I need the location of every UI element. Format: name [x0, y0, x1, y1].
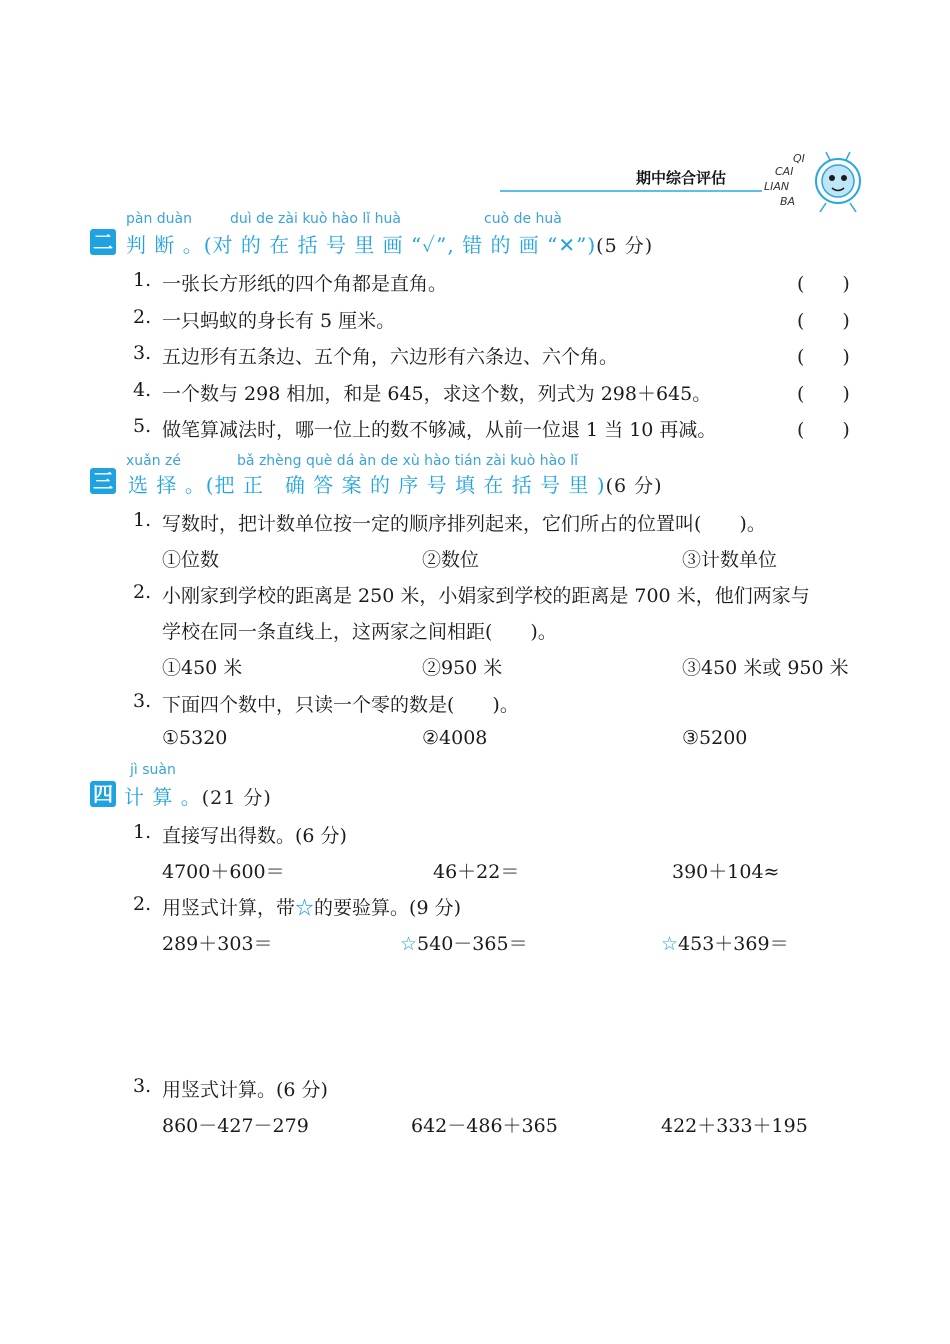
s2-item-3-text: 五边形有五条边、五个角，六边形有六条边、六个角。	[162, 346, 619, 368]
s4-q3-expr-3: 422＋333＋195	[661, 1115, 808, 1137]
s3-q2-line2: 学校在同一条直线上，这两家之间相距( )。	[162, 621, 557, 643]
mascot-letter-4: BA	[780, 195, 796, 208]
section3-points: (6 分)	[605, 475, 663, 497]
s2-item-3-num: 3.	[133, 342, 152, 364]
star-icon: ☆	[661, 933, 679, 955]
header-rule	[500, 190, 762, 192]
s4-q3-expr-1: 860－427－279	[162, 1115, 309, 1137]
s3-q2-option-2[interactable]: ②950 米	[422, 657, 503, 679]
s3-q3-option-1[interactable]: ①5320	[162, 727, 228, 749]
s2-item-5-answer[interactable]: ( )	[797, 419, 850, 441]
s2-item-4-text: 一个数与 298 相加，和是 645，求这个数，列式为 298＋645。	[162, 383, 712, 405]
s2-item-4-num: 4.	[133, 379, 152, 401]
s4-q2-text-b: 的要验算。(9 分)	[314, 897, 461, 919]
section3-badge: 三	[90, 468, 116, 494]
section4-points: (21 分)	[201, 787, 272, 809]
s4-q1-num: 1.	[133, 821, 152, 843]
s3-q1-num: 1.	[133, 509, 152, 531]
header-title: 期中综合评估	[636, 169, 727, 187]
s2-item-1-text: 一张长方形纸的四个角都是直角。	[162, 273, 448, 295]
section4-badge: 四	[90, 781, 116, 807]
s3-q3-num: 3.	[133, 690, 152, 712]
s2-item-1-num: 1.	[133, 269, 152, 291]
s2-item-2-text: 一只蚂蚁的身长有 5 厘米。	[162, 310, 396, 332]
s2-item-2-num: 2.	[133, 306, 152, 328]
section2-title	[126, 229, 653, 258]
s2-item-4-answer[interactable]: ( )	[797, 383, 850, 405]
s4-q2-expr-1: 289＋303＝	[162, 933, 273, 955]
s3-q2-line1: 小刚家到学校的距离是 250 米，小娟家到学校的距离是 700 米，他们两家与	[162, 585, 810, 607]
section4-title	[124, 781, 272, 810]
s3-q1-option-3[interactable]: ③计数单位	[682, 549, 778, 571]
s2-item-3-answer[interactable]: ( )	[797, 346, 850, 368]
s2-item-5-text: 做笔算减法时，哪一位上的数不够减，从前一位退 1 当 10 再减。	[162, 419, 717, 441]
section4-title-text: 计 算 。	[124, 785, 202, 809]
s2-item-5-num: 5.	[133, 415, 152, 437]
s3-q3-text: 下面四个数中，只读一个零的数是( )。	[162, 694, 519, 716]
s4-q2-num: 2.	[133, 893, 152, 915]
s4-q1-expr-1: 4700＋600＝	[162, 861, 285, 883]
section3-pinyin: xuǎn zé bǎ zhèng què dá àn de xù hào tián zài kuò hào lǐ	[126, 453, 579, 469]
section4-pinyin: jì suàn	[130, 762, 176, 778]
s3-q3-option-2[interactable]: ②4008	[422, 727, 488, 749]
section3-title-text: 选 择 。(把 正 确 答 案 的 序 号 填 在 括 号 里 )	[128, 473, 606, 497]
section2-pinyin-1: pàn duàn	[126, 211, 193, 227]
s2-item-2-answer[interactable]: ( )	[797, 310, 850, 332]
s4-q2-text-a: 用竖式计算，带	[162, 897, 296, 919]
s3-q2-num: 2.	[133, 581, 152, 603]
s4-q1-text: 直接写出得数。(6 分)	[162, 825, 347, 847]
s4-q2-expr-3	[661, 929, 789, 956]
s3-q2-option-1[interactable]: ①450 米	[162, 657, 243, 679]
s4-q3-num: 3.	[133, 1075, 152, 1097]
s3-q1-text: 写数时，把计数单位按一定的顺序排列起来，它们所占的位置叫( )。	[162, 513, 766, 535]
s4-q1-expr-2: 46＋22＝	[433, 861, 520, 883]
s4-q2-expr-2	[400, 929, 528, 956]
section2-pinyin-3: cuò de huà	[484, 211, 562, 227]
section2-points: (5 分)	[596, 235, 654, 257]
s3-q3-option-3[interactable]: ③5200	[682, 727, 748, 749]
s4-q2-expr-2-text: 540－365＝	[417, 933, 528, 955]
star-icon: ☆	[400, 933, 418, 955]
mascot-letter-2: CAI	[775, 165, 794, 178]
section2-title-text: 判 断 。(对 的 在 括 号 里 画 “✓”, 错 的 画 “✕”)	[126, 233, 597, 257]
s4-q3-expr-2: 642－486＋365	[411, 1115, 558, 1137]
s4-q2-text	[162, 893, 461, 920]
s3-q2-option-3[interactable]: ③450 米或 950 米	[682, 657, 849, 679]
mascot-letter-1: QI	[793, 152, 805, 165]
mascot-letter-3: LIAN	[764, 180, 790, 193]
section2-pinyin-2: duì de zài kuò hào lǐ huà	[230, 211, 401, 227]
s2-item-1-answer[interactable]: ( )	[797, 273, 850, 295]
s4-q2-expr-3-text: 453＋369＝	[678, 933, 789, 955]
star-icon: ☆	[295, 897, 315, 919]
s3-q1-option-1[interactable]: ①位数	[162, 549, 220, 571]
s3-q1-option-2[interactable]: ②数位	[422, 549, 480, 571]
s4-q3-text: 用竖式计算。(6 分)	[162, 1079, 328, 1101]
section2-badge: 二	[90, 229, 116, 255]
section3-title	[128, 469, 663, 498]
s4-q1-expr-3: 390＋104≈	[672, 861, 780, 883]
